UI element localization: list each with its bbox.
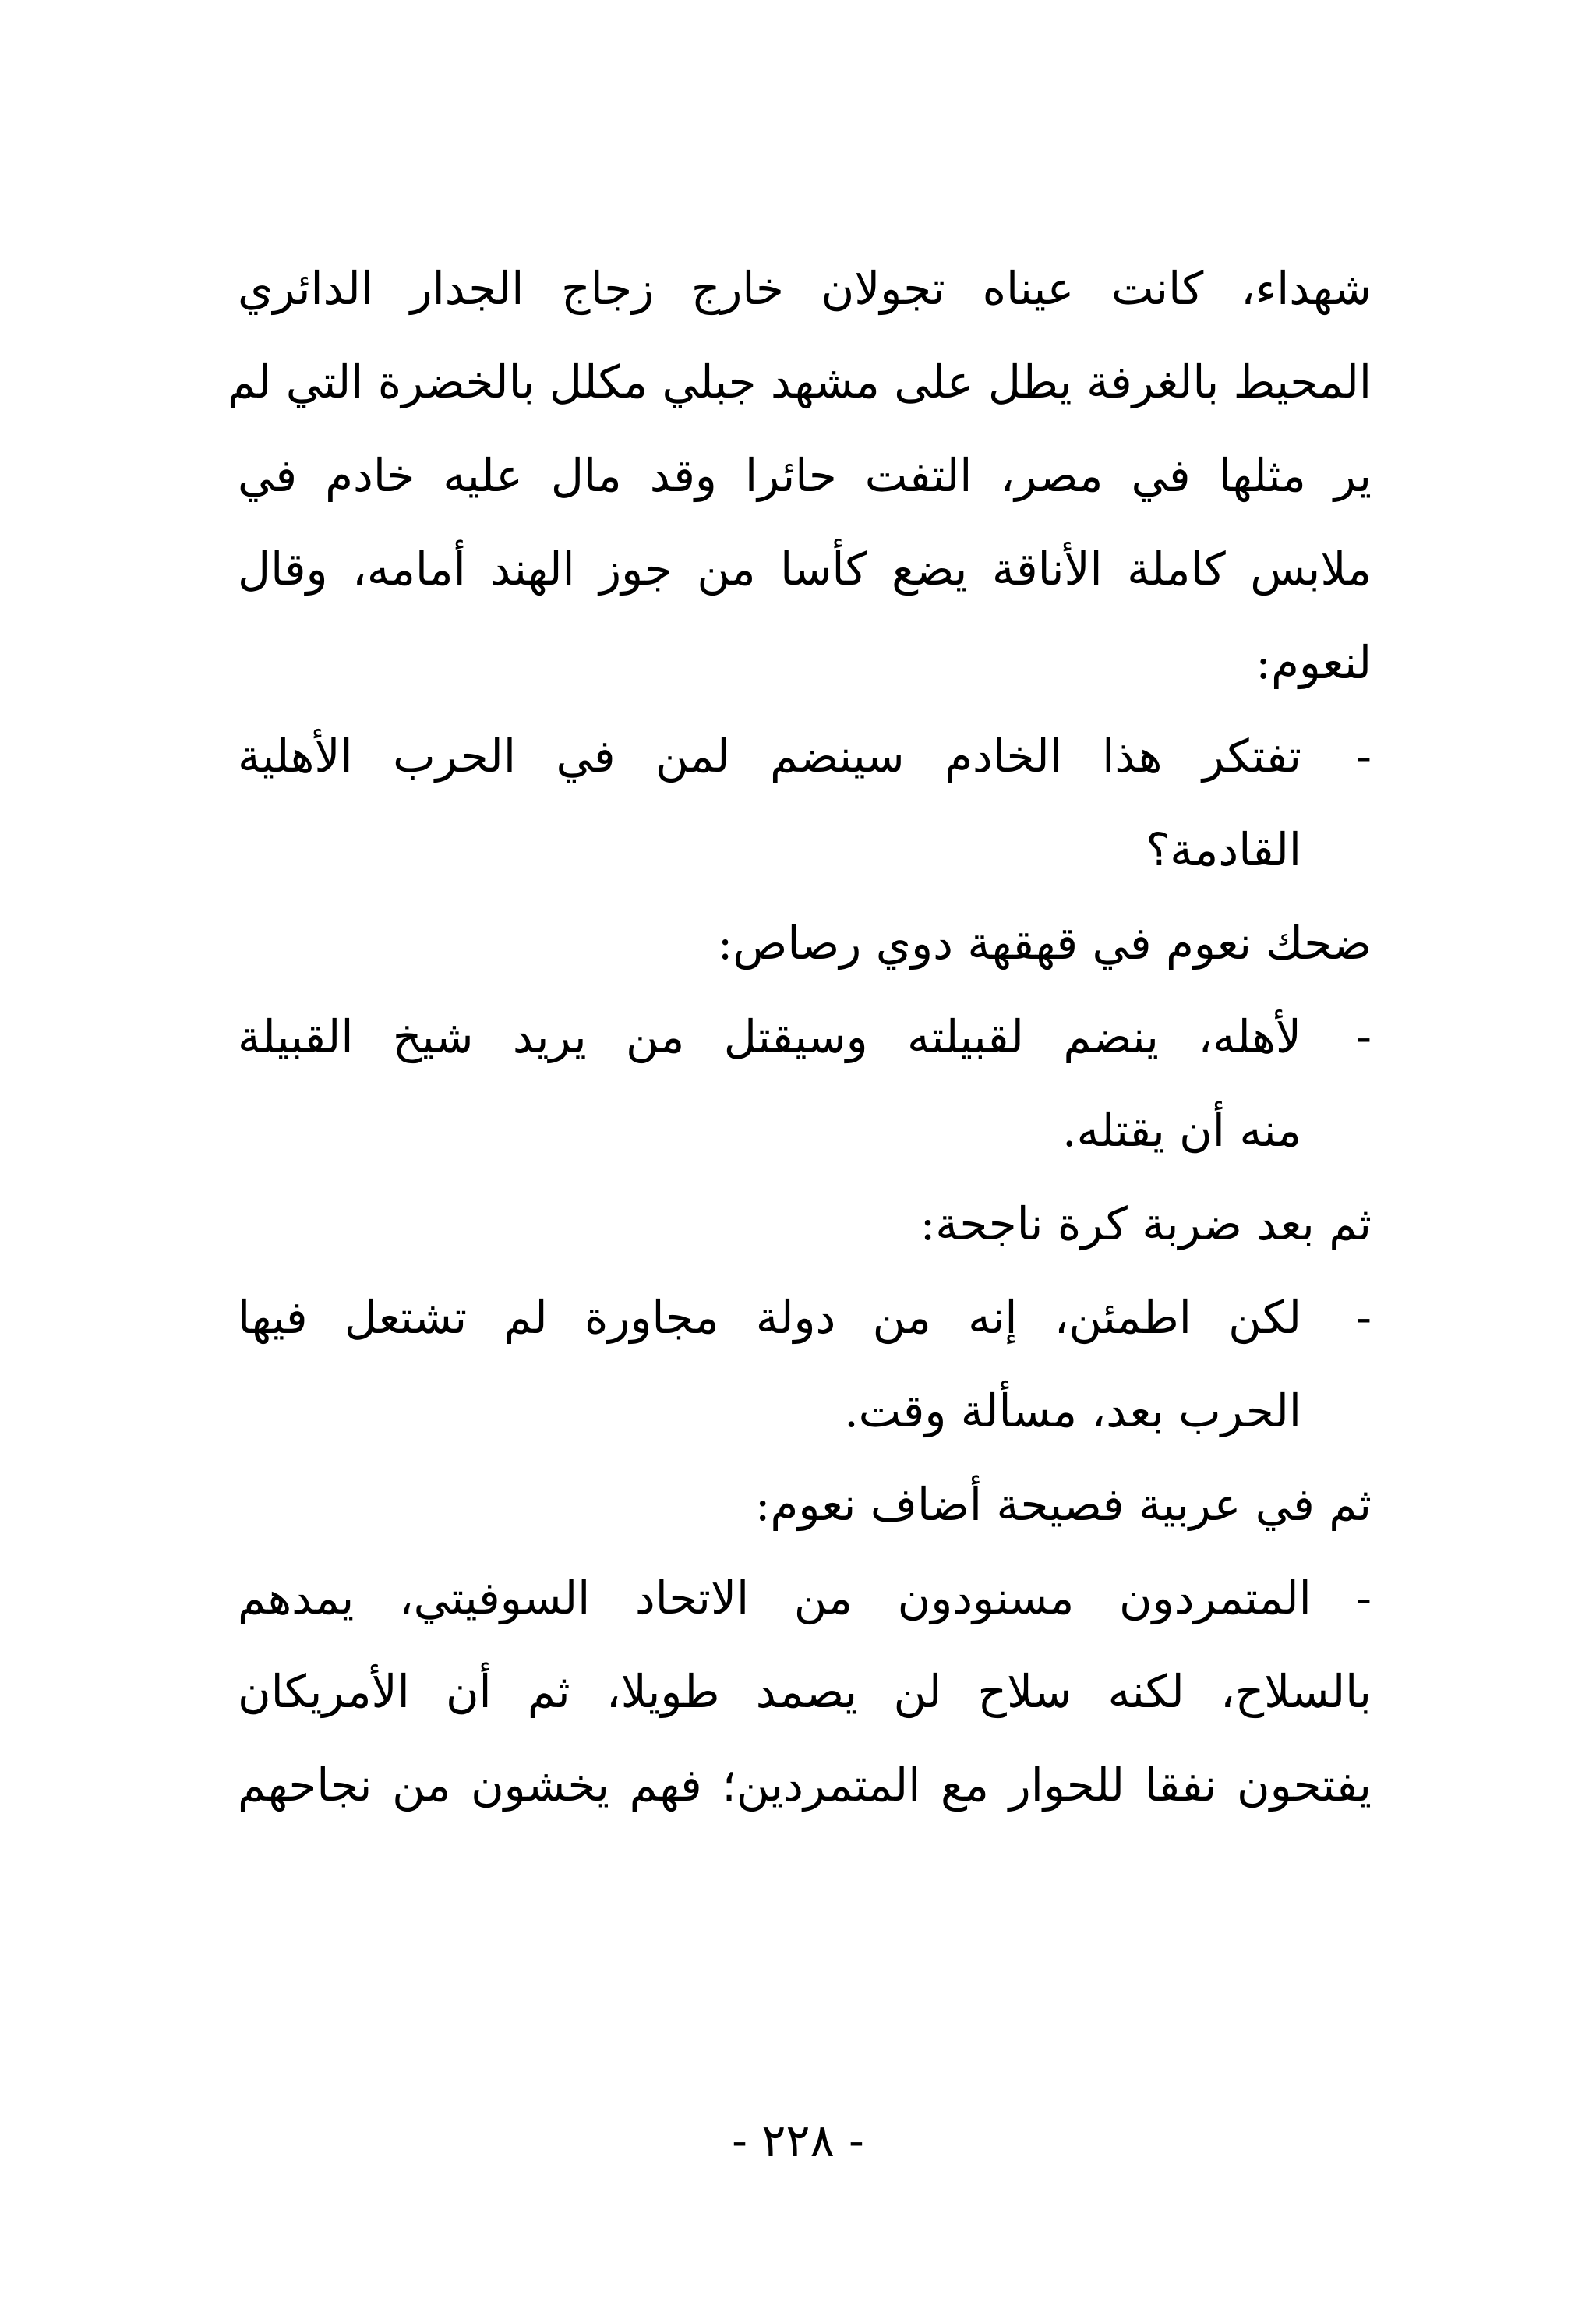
text-line: ثم بعد ضربة كرة ناجحة: bbox=[920, 1197, 1372, 1250]
body-text bbox=[228, 242, 1372, 1832]
dialogue-text: لأهله، ينضم لقبيلته وسيقتل من يريد شيخ القبيلة bbox=[238, 1010, 1301, 1063]
text-line: ير مثلها في مصر، التفت حائرا وقد مال عليه خادم في bbox=[238, 449, 1372, 502]
page-number: - ٢٢٨ - bbox=[732, 2114, 864, 2167]
text-line: المحيط بالغرفة يطل على مشهد جبلي مكلل بالخضرة التي لم bbox=[228, 355, 1372, 408]
text-line: ملابس كاملة الأناقة يضع كأسا من جوز الهند أمامه، وقال bbox=[238, 543, 1372, 596]
text-line: ثم في عربية فصيحة أضاف نعوم: bbox=[754, 1478, 1372, 1531]
text-line: ضحك نعوم في قهقهة دوي رصاص: bbox=[717, 917, 1372, 970]
dialogue-continuation: منه أن يقتله. bbox=[1062, 1104, 1301, 1157]
text-line: يفتحون نفقا للحوار مع المتمردين؛ فهم يخشون من نجاحهم bbox=[238, 1759, 1372, 1812]
dialogue-line bbox=[238, 709, 1372, 803]
dialogue-text: لكن اطمئن، إنه من دولة مجاورة لم تشتعل فيها bbox=[238, 1291, 1301, 1344]
text-line: شهداء، كانت عيناه تجولان خارج زجاج الجدار الدائري bbox=[238, 262, 1372, 315]
text-line: - المتمردون مسنودون من الاتحاد السوفيتي، يمدهم bbox=[238, 1571, 1372, 1624]
dialogue-dash: - bbox=[1356, 1291, 1372, 1344]
dialogue-continuation: الحرب بعد، مسألة وقت. bbox=[844, 1384, 1301, 1437]
text-line: بالسلاح، لكنه سلاح لن يصمد طويلا، ثم أن الأمريكان bbox=[238, 1665, 1372, 1718]
dialogue-line bbox=[238, 1271, 1372, 1364]
dialogue-dash: - bbox=[1356, 1010, 1372, 1063]
dialogue-text: تفتكر هذا الخادم سينضم لمن في الحرب الأهلية bbox=[238, 730, 1301, 783]
dialogue-continuation: القادمة؟ bbox=[1146, 823, 1301, 876]
dialogue-line bbox=[238, 990, 1372, 1084]
text-line: لنعوم: bbox=[1255, 636, 1372, 689]
dialogue-dash: - bbox=[1356, 730, 1372, 783]
